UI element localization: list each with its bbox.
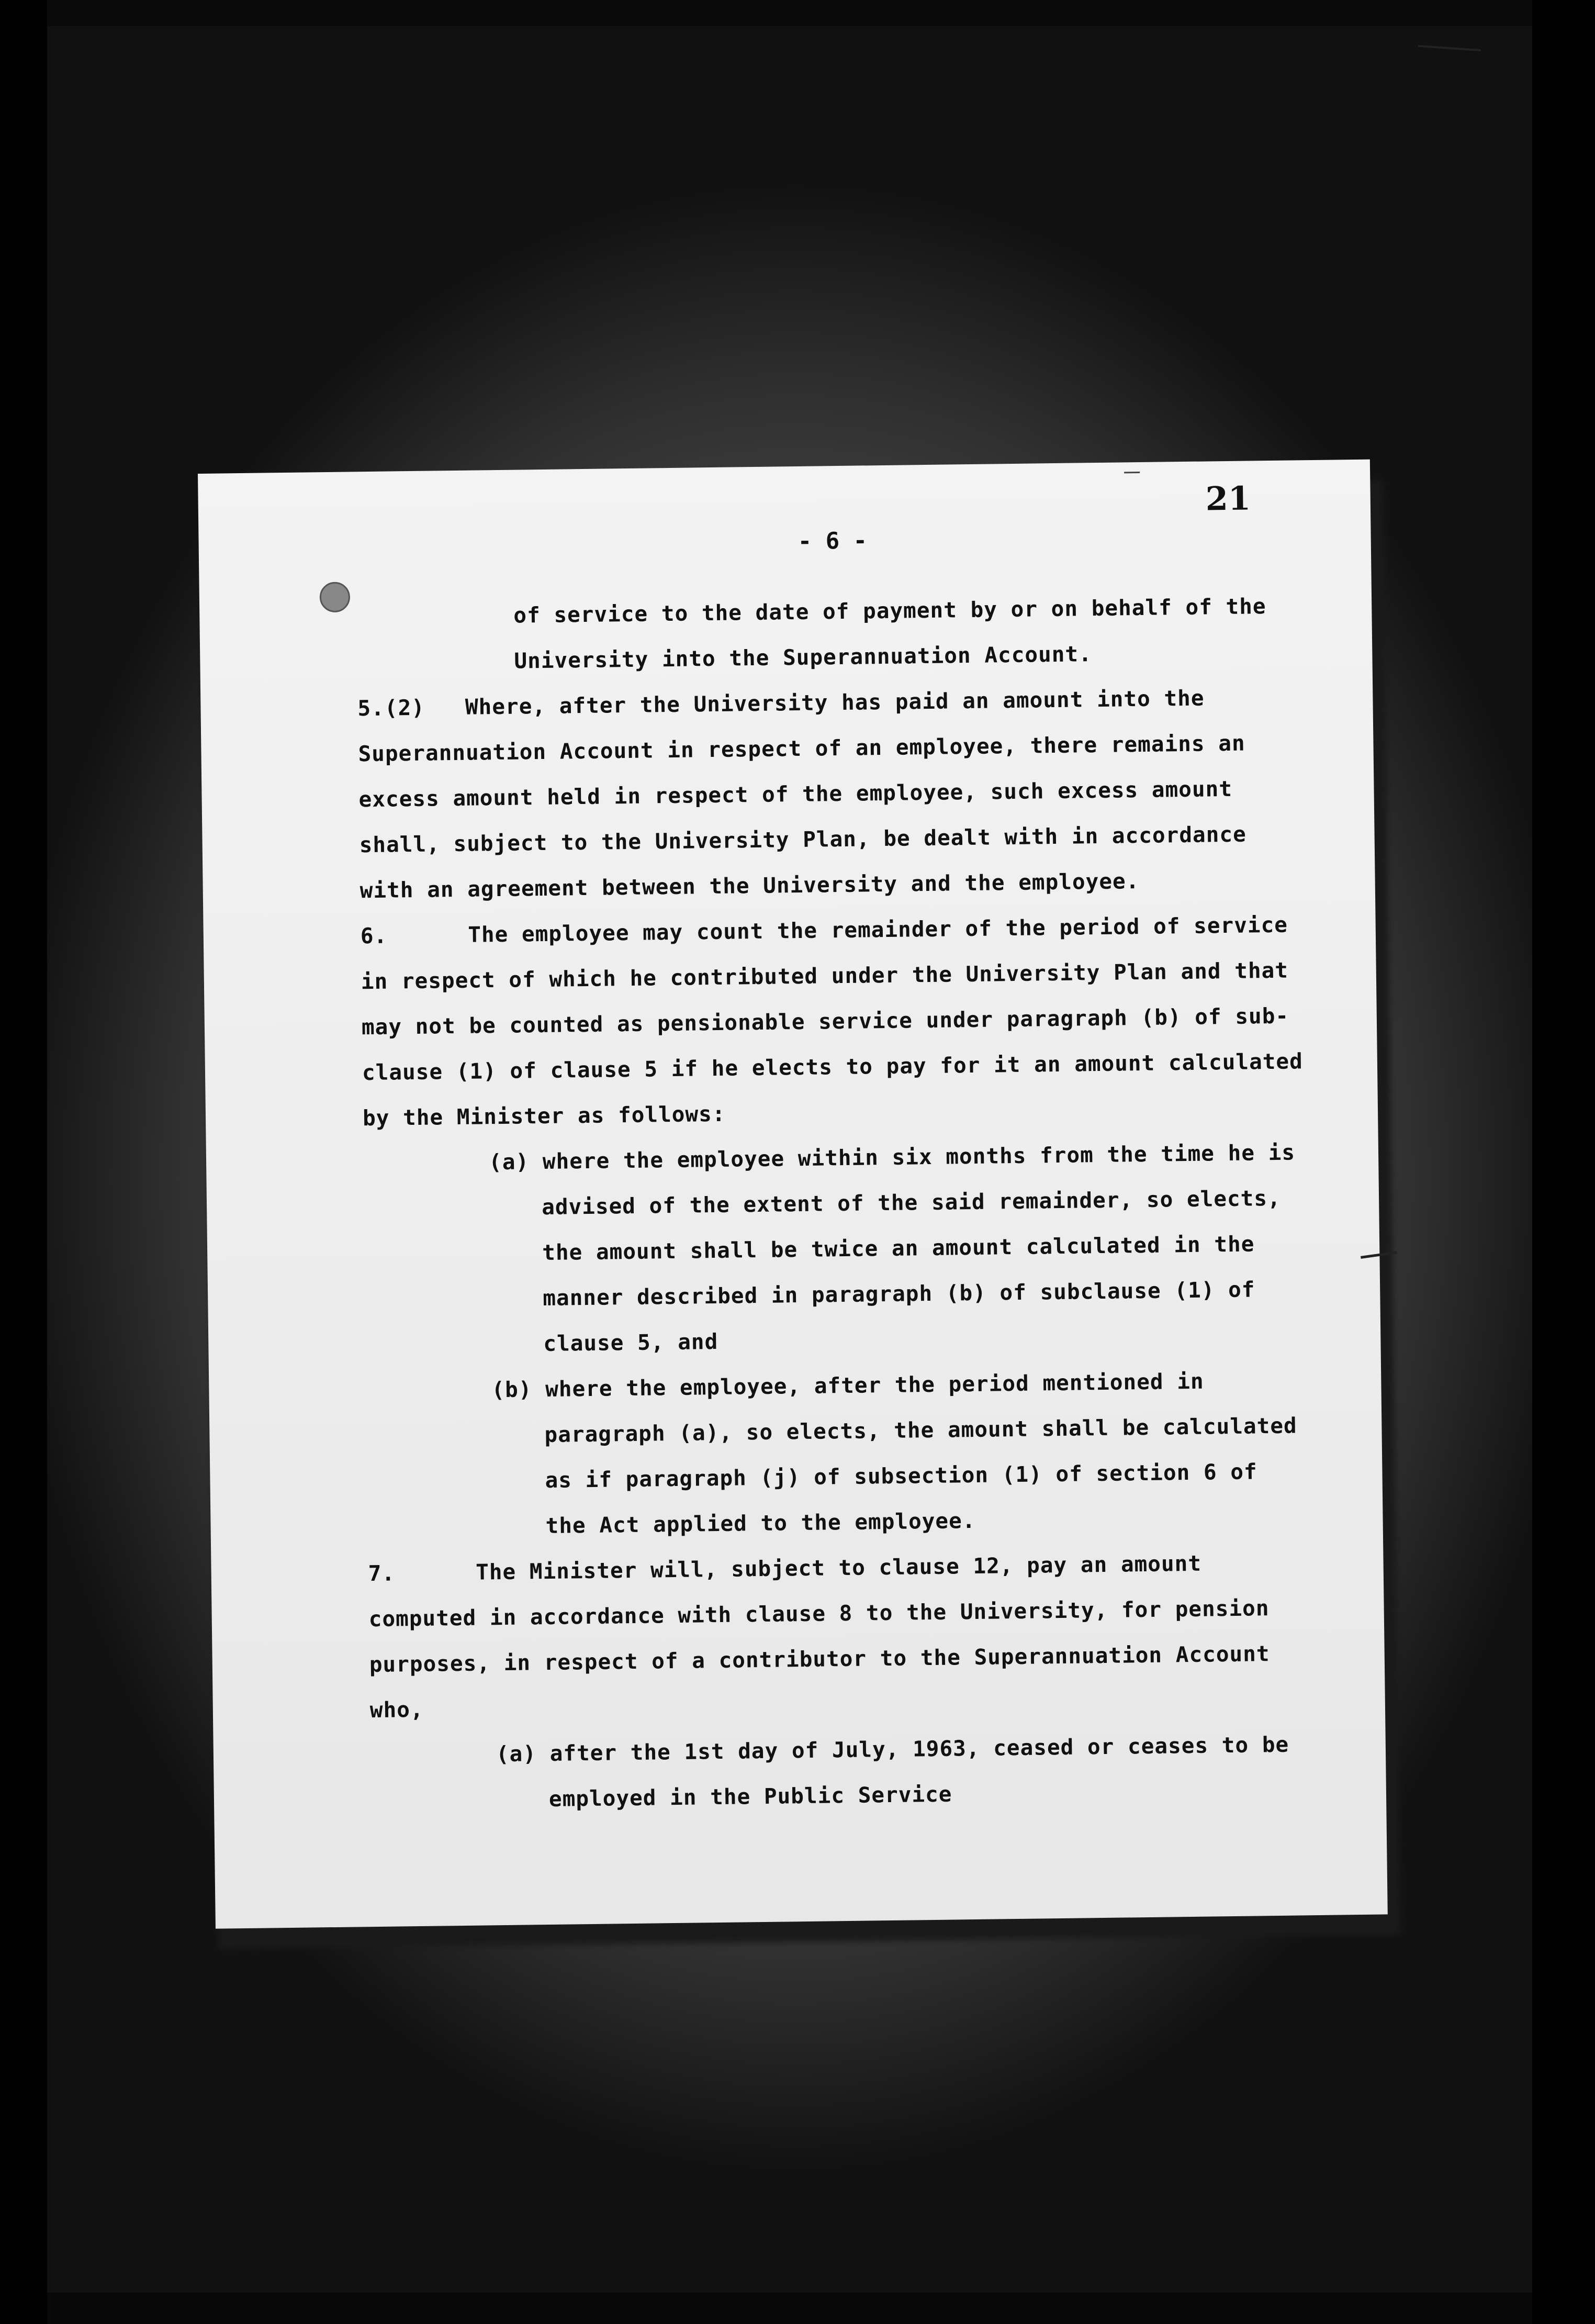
text-line: purposes, in respect of a contributor to the Superannuation Account [369, 1641, 1270, 1678]
text-line: shall, subject to the University Plan, be dealt with in accordance [359, 821, 1247, 858]
text-line: 7. The Minister will, subject to clause 12, pay an amount [368, 1550, 1202, 1586]
film-frame-bottom-edge [0, 2293, 1595, 2324]
page-number: 21 [1205, 479, 1251, 518]
text-line: employed in the Public Service [548, 1781, 952, 1812]
text-line: Superannuation Account in respect of an employee, there remains an [358, 730, 1245, 767]
film-frame-left-edge [0, 0, 47, 2324]
film-frame-right-edge [1532, 0, 1595, 2324]
text-line: of service to the date of payment by or on behalf of the [513, 594, 1266, 628]
text-line: by the Minister as follows: [362, 1101, 726, 1131]
text-line: 6. The employee may count the remainder of the period of service [360, 912, 1288, 949]
text-line: with an agreement between the University and the employee. [360, 868, 1140, 903]
text-line: clause 5, and [543, 1328, 718, 1357]
page-corner-mark [1124, 472, 1140, 473]
text-line: may not be counted as pensionable service under paragraph (b) of sub- [361, 1003, 1289, 1040]
document-page [198, 460, 1388, 1929]
text-line: (a) where the employee within six months from the time he is [488, 1139, 1296, 1175]
text-line: excess amount held in respect of the employee, such excess amount [358, 776, 1233, 812]
text-line: the Act applied to the employee. [545, 1507, 976, 1539]
text-line: manner described in paragraph (b) of subclause (1) of [542, 1277, 1255, 1311]
text-line: computed in accordance with clause 8 to the University, for pension [368, 1595, 1270, 1632]
text-line: who, [369, 1696, 424, 1723]
text-line: University into the Superannuation Account. [514, 641, 1093, 674]
text-line: paragraph (a), so elects, the amount shall be calculated [544, 1413, 1297, 1448]
page-header: - 6 - [798, 527, 868, 555]
text-line: in respect of which he contributed under the University Plan and that [361, 957, 1289, 995]
text-line: (a) after the 1st day of July, 1963, ceased or ceases to be [496, 1731, 1289, 1767]
text-line: advised of the extent of the said remainder, so elects, [541, 1185, 1281, 1220]
punch-hole [320, 582, 351, 612]
text-line: (b) where the employee, after the period mentioned in [491, 1368, 1204, 1403]
film-frame-top-edge [0, 0, 1595, 26]
text-line: the amount shall be twice an amount calculated in the [542, 1231, 1255, 1266]
text-line: as if paragraph (j) of subsection (1) of section 6 of [545, 1459, 1258, 1493]
text-line: clause (1) of clause 5 if he elects to pay for it an amount calculated [362, 1048, 1304, 1086]
text-line: 5.(2) Where, after the University has paid an amount into the [357, 685, 1205, 721]
